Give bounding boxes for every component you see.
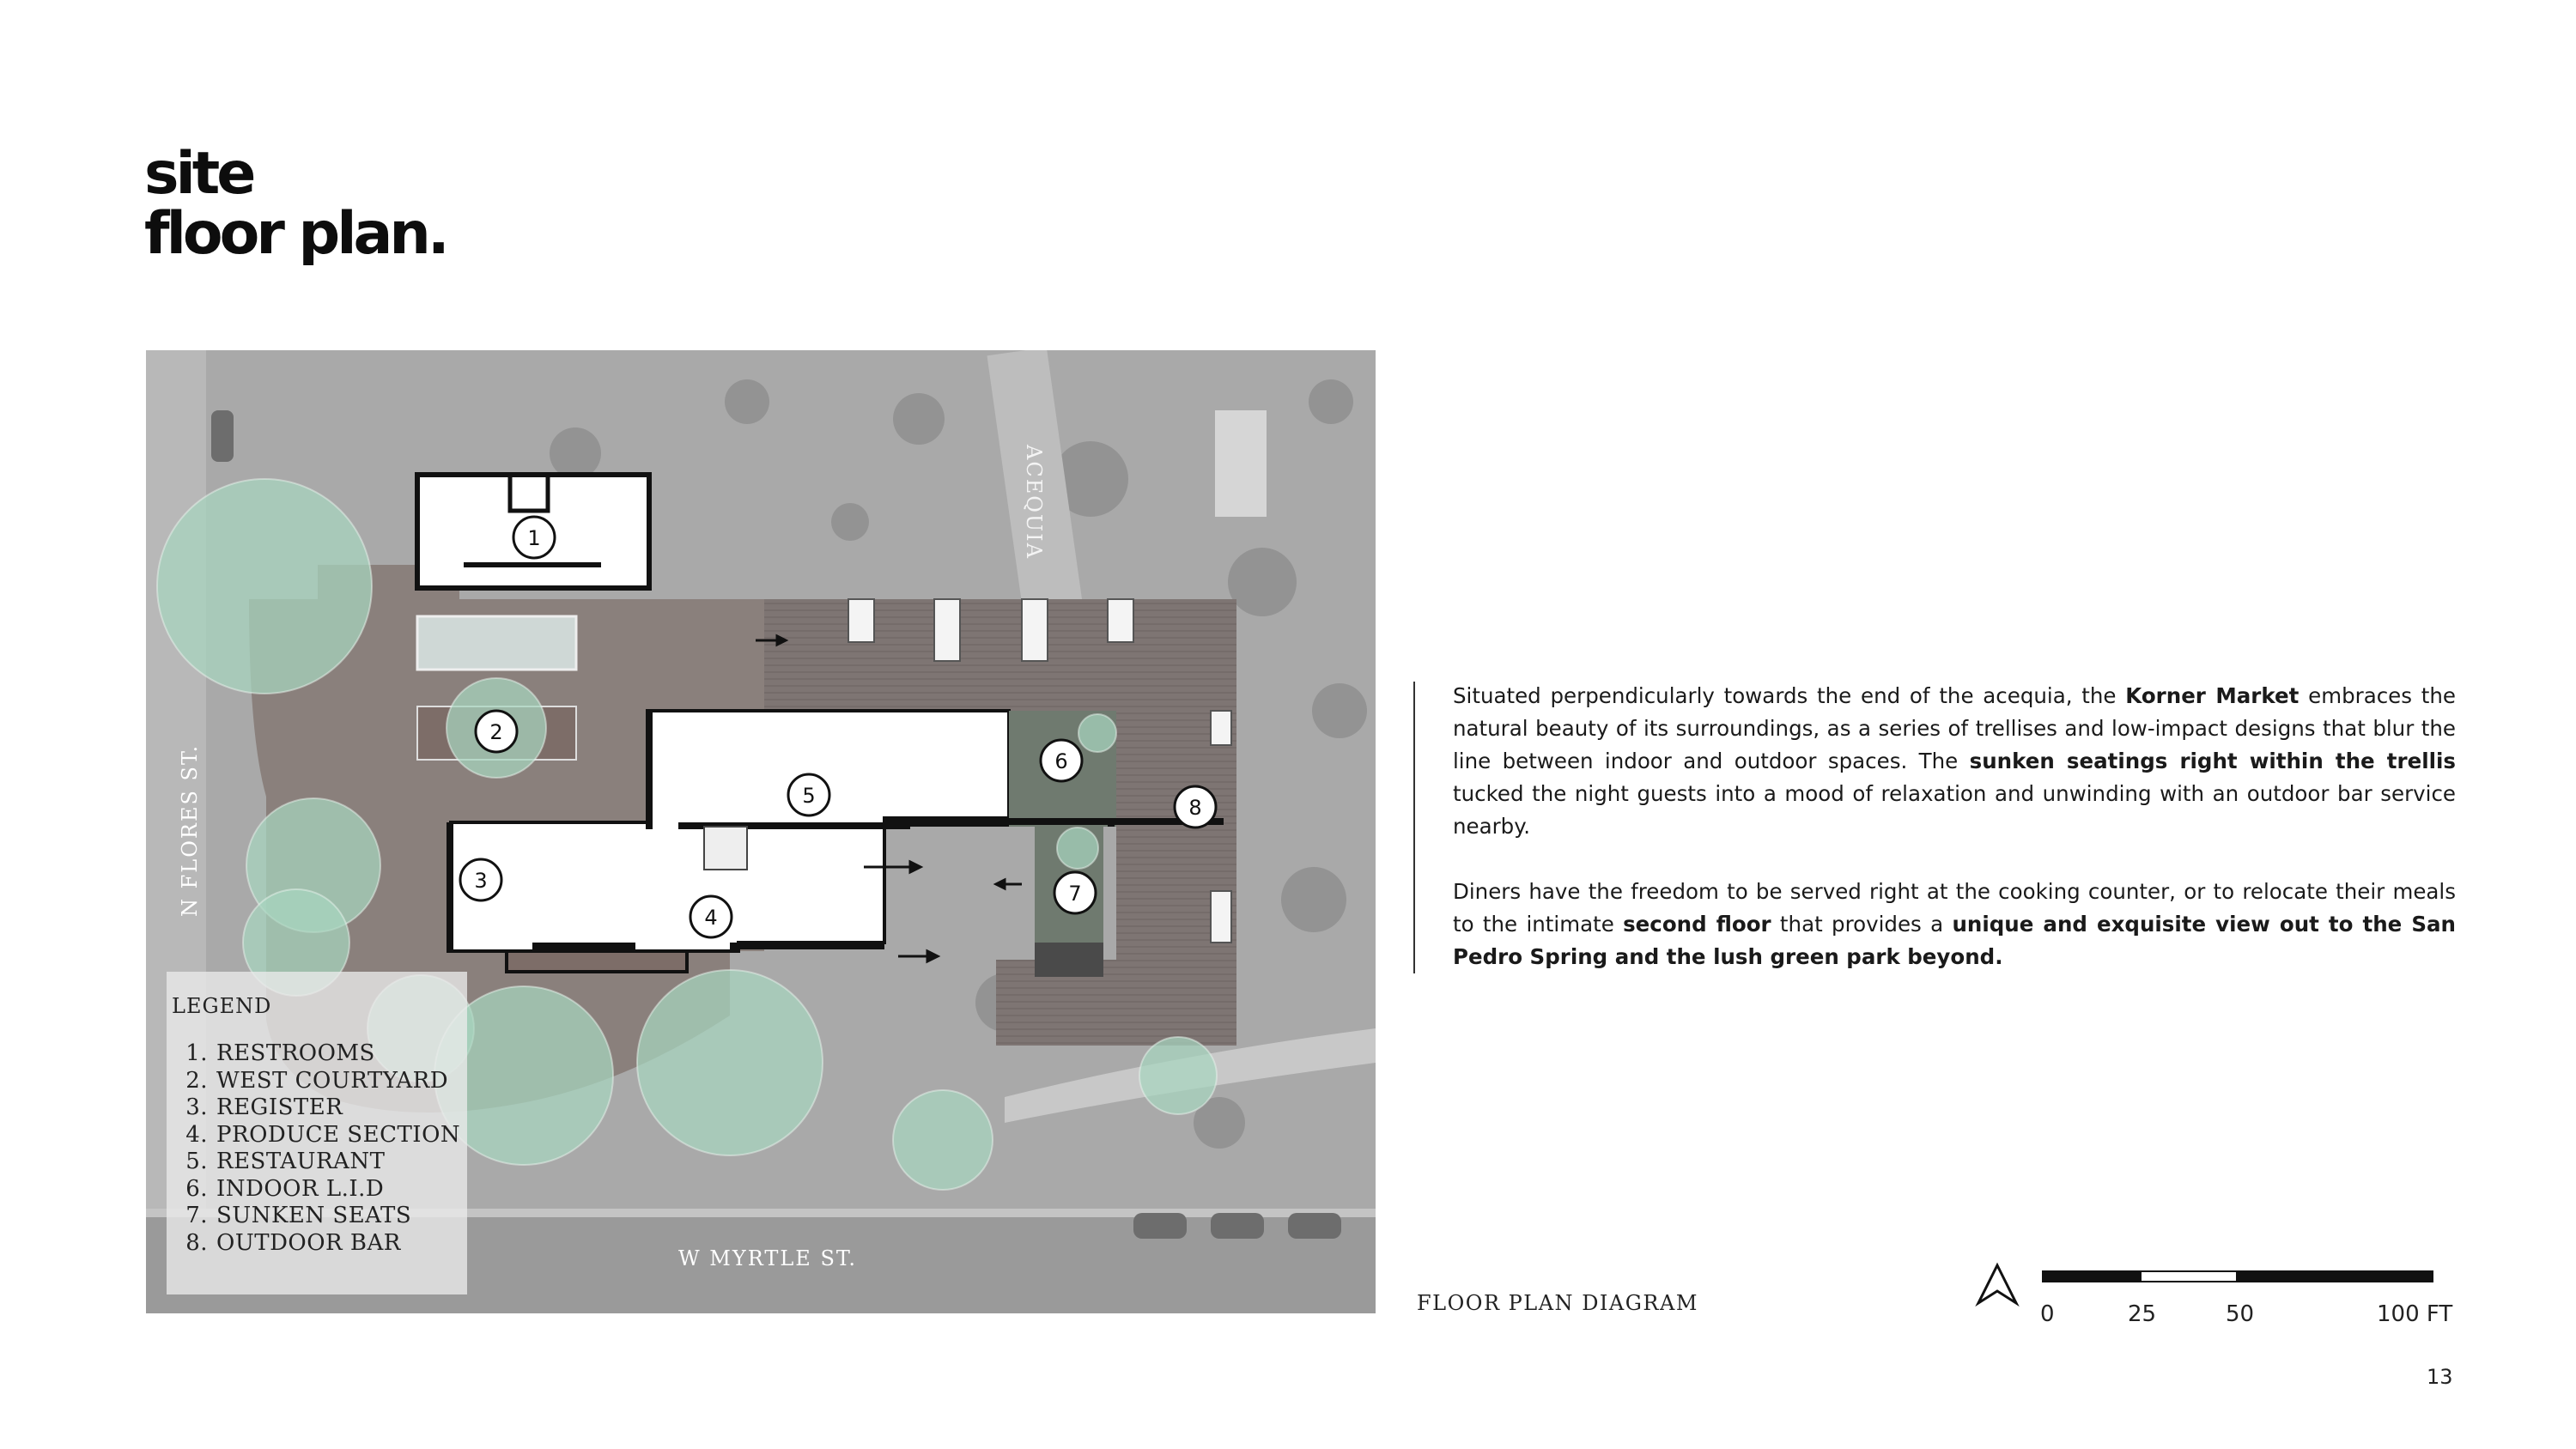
legend-item-number: 4.: [185, 1121, 208, 1148]
legend-item-number: 2.: [185, 1067, 208, 1094]
page-title-line1: site: [144, 140, 253, 208]
marker-6-label: 6: [1054, 749, 1068, 773]
legend-item-label: PRODUCE SECTION: [216, 1121, 461, 1148]
desc-p1-bold-korner-market: Korner Market: [2125, 683, 2300, 708]
desc-p2-text-c: that provides a: [1771, 912, 1953, 937]
page-title: [144, 140, 447, 268]
legend-item-label: REGISTER: [216, 1094, 343, 1120]
marker-2: [476, 711, 517, 752]
street-label-w-myrtle: W MYRTLE ST.: [678, 1246, 858, 1270]
trellis-deck-east: [1116, 711, 1236, 1046]
marker-3-label: 3: [474, 869, 488, 893]
scale-tick-100: 100 FT: [2377, 1301, 2453, 1327]
marker-7-label: 7: [1068, 882, 1082, 906]
label-acequia: ACEQUIA: [1022, 445, 1046, 560]
scale-segment-50-100: [2238, 1270, 2433, 1282]
page-title-line2: floor plan.: [144, 200, 447, 268]
scale-tick-50: 50: [2226, 1301, 2255, 1327]
legend-item-label: WEST COURTYARD: [216, 1067, 449, 1094]
desc-p1-text-c: embraces the natural beauty of its surroundings, as a series of trellises and low-impact designs that blur the line between indoor and outdoor spaces. The: [1453, 683, 2456, 773]
marker-3: [460, 859, 501, 900]
marker-2-label: 2: [489, 720, 503, 744]
legend-item: [172, 1122, 460, 1149]
marker-5: [788, 774, 829, 815]
legend-item: [172, 1176, 460, 1203]
scale-bar: [2040, 1270, 2453, 1331]
legend-title: LEGEND: [172, 994, 272, 1018]
legend-item: [172, 1203, 460, 1230]
legend-item-label: RESTAURANT: [216, 1149, 386, 1174]
description-text: [1453, 680, 2456, 1006]
scale-segment-25-50: [2140, 1270, 2238, 1282]
legend-item-number: 6.: [185, 1175, 208, 1202]
marker-1: [513, 517, 555, 558]
legend-item-number: 1.: [185, 1040, 208, 1066]
legend-item: [172, 1068, 460, 1095]
legend-item: [172, 1040, 460, 1068]
legend-item-number: 5.: [185, 1149, 208, 1174]
trellis-deck-north: [764, 599, 1236, 715]
desc-p2-bold-unique-view: unique and exquisite view out to the San Pedro Spring and the lush green park beyond.: [1453, 912, 2456, 969]
legend-item-number: 8.: [185, 1229, 208, 1256]
marker-7: [1054, 872, 1096, 913]
north-arrow-icon: [1975, 1262, 2020, 1312]
marker-5-label: 5: [802, 784, 816, 808]
marker-8: [1175, 786, 1216, 828]
marker-1-label: 1: [527, 526, 541, 550]
legend-panel: [167, 972, 467, 1294]
desc-p1-text-e: tucked the night guests into a mood of relaxation and unwinding with an outdoor bar service nearby.: [1453, 781, 2456, 839]
legend-item: [172, 1230, 460, 1258]
description-paragraph-2: [1453, 876, 2456, 973]
legend-list: [172, 1040, 460, 1257]
desc-p2-bold-second-floor: second floor: [1623, 912, 1771, 937]
figure-caption: FLOOR PLAN DIAGRAM: [1417, 1291, 1698, 1315]
legend-item-number: 7.: [185, 1203, 208, 1228]
legend-item-label: SUNKEN SEATS: [216, 1203, 412, 1228]
page-number: 13: [2427, 1365, 2453, 1389]
scale-segment-0-25: [2042, 1270, 2140, 1282]
marker-8-label: 8: [1188, 796, 1202, 820]
water-feature: [417, 616, 576, 670]
legend-item-label: OUTDOOR BAR: [216, 1229, 401, 1256]
scale-tick-25: 25: [2128, 1301, 2157, 1327]
legend-item: [172, 1149, 460, 1176]
legend-item-label: INDOOR L.I.D: [216, 1175, 385, 1202]
park-pavilion: [1215, 410, 1267, 517]
street-label-n-flores: N FLORES ST.: [178, 743, 202, 917]
marker-4: [690, 896, 732, 937]
legend-item-label: RESTROOMS: [216, 1040, 375, 1066]
legend-item: [172, 1094, 460, 1122]
text-divider-line: [1413, 682, 1415, 973]
desc-p2-text-a: Diners have the freedom to be served right at the cooking counter, or to relocate their meals to the intimate: [1453, 879, 2456, 937]
desc-p1-bold-sunken-seatings: sunken seatings right within the trellis: [1969, 749, 2456, 773]
marker-4-label: 4: [704, 906, 718, 930]
description-paragraph-1: [1453, 680, 2456, 843]
marker-6: [1041, 740, 1082, 781]
legend-item-number: 3.: [185, 1094, 208, 1120]
scale-tick-0: 0: [2040, 1301, 2055, 1327]
desc-p1-text-a: Situated perpendicularly towards the end of the acequia, the: [1453, 683, 2126, 708]
